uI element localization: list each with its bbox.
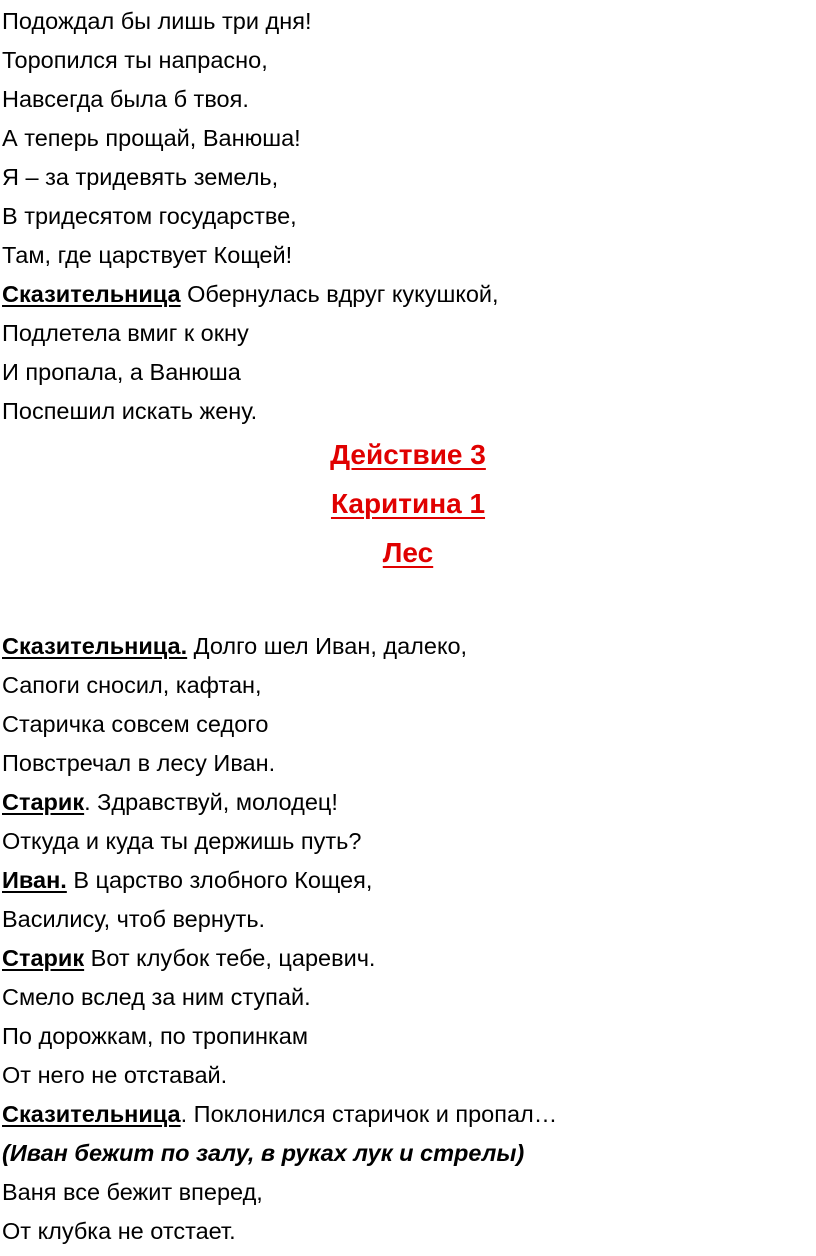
verse-line: От него не отставай. bbox=[2, 1062, 228, 1088]
verse-line: Поспешил искать жену. bbox=[2, 398, 258, 424]
speaker-name: Старик bbox=[2, 789, 85, 815]
verse-line: Подождал бы лишь три дня! bbox=[2, 8, 312, 34]
verse-line: Я – за тридевять земель, bbox=[2, 164, 279, 190]
dialogue-line bbox=[2, 939, 375, 978]
verse-line: Сапоги сносил, кафтан, bbox=[2, 672, 262, 698]
dialogue-text: . Здравствуй, молодец! bbox=[84, 789, 338, 815]
act-heading: Действие 3 bbox=[330, 439, 486, 470]
dialogue-line bbox=[2, 275, 499, 314]
verse-line: В тридесятом государстве, bbox=[2, 203, 297, 229]
speaker-name: Сказительница. bbox=[2, 633, 188, 659]
speaker-name: Старик bbox=[2, 945, 85, 971]
speaker-name: Сказительница bbox=[2, 1101, 181, 1127]
verse-line: Навсегда была б твоя. bbox=[2, 86, 249, 112]
speaker-name: Иван. bbox=[2, 867, 67, 893]
verse-line: И пропала, а Ванюша bbox=[2, 359, 241, 385]
dialogue-text: Вот клубок тебе, царевич. bbox=[84, 945, 376, 971]
dialogue-text: Долго шел Иван, далеко, bbox=[187, 633, 468, 659]
verse-line: Повстречал в лесу Иван. bbox=[2, 750, 276, 776]
verse-line: Ваня все бежит вперед, bbox=[2, 1179, 263, 1205]
verse-line: Откуда и куда ты держишь путь? bbox=[2, 828, 362, 854]
dialogue-line bbox=[2, 1095, 557, 1134]
verse-line: Василису, чтоб вернуть. bbox=[2, 906, 266, 932]
verse-line: Смело вслед за ним ступай. bbox=[2, 984, 311, 1010]
verse-line: Торопился ты напрасно, bbox=[2, 47, 268, 73]
dialogue-text: Обернулась вдруг кукушкой, bbox=[180, 281, 499, 307]
dialogue-line bbox=[2, 861, 372, 900]
place-heading: Лес bbox=[382, 537, 434, 568]
dialogue-text: . Поклонился старичок и пропал… bbox=[180, 1101, 558, 1127]
stage-direction: (Иван бежит по залу, в руках лук и стрелы) bbox=[2, 1140, 525, 1166]
verse-line: Там, где царствует Кощей! bbox=[2, 242, 293, 268]
verse-line: От клубка не отстает. bbox=[2, 1218, 236, 1244]
dialogue-text: В царство злобного Кощея, bbox=[66, 867, 373, 893]
scene-heading: Каритина 1 bbox=[330, 488, 486, 519]
speaker-name: Сказительница bbox=[2, 281, 181, 307]
dialogue-line bbox=[2, 783, 338, 822]
dialogue-line bbox=[2, 627, 467, 666]
verse-line: А теперь прощай, Ванюша! bbox=[2, 125, 301, 151]
verse-line: Старичка совсем седого bbox=[2, 711, 269, 737]
verse-line: Подлетела вмиг к окну bbox=[2, 320, 249, 346]
verse-line: По дорожкам, по тропинкам bbox=[2, 1023, 309, 1049]
